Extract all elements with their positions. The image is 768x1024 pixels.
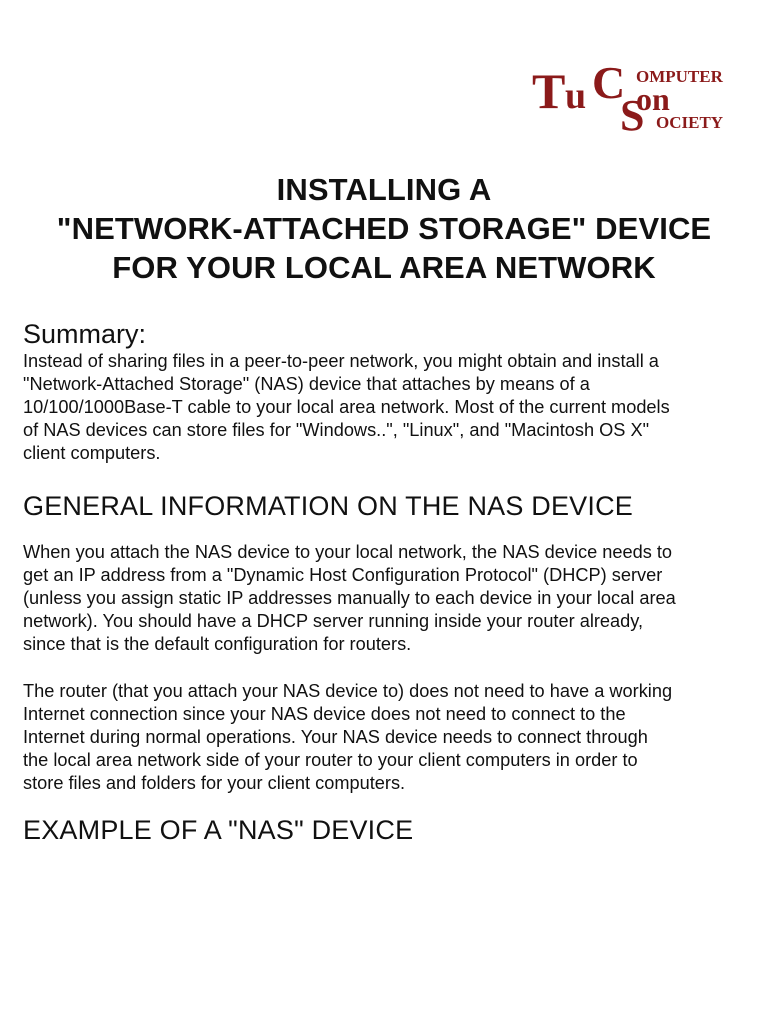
title-line-2: "NETWORK-ATTACHED STORAGE" DEVICE [56,211,712,246]
summary-paragraph: Instead of sharing files in a peer-to-peer network, you might obtain and install a "Network-Attached Storage" (NAS) device that attaches by means of a 10/100/1000Base-T cable to your local area network. Most of the current models of NAS devices can store files for "Windows..", "Linux", and "Macintosh OS X" client computers. [23,351,670,463]
general-information-section [23,490,753,522]
title-line-1: INSTALLING A [276,172,492,207]
logo-letter-u: u [565,75,587,117]
logo-word-omputer: OMPUTER [636,67,723,86]
title-line-3: FOR YOUR LOCAL AREA NETWORK [112,250,656,285]
logo-letters-on: on [636,81,670,117]
summary-heading: Summary: [23,319,147,349]
example-section [23,814,753,846]
logo-word-ociety: OCIETY [656,113,724,132]
general-information-body-2 [23,680,753,795]
logo-letter-s: S [620,91,645,134]
logo-letter-c: C [592,58,626,108]
general-paragraph-2: The router (that you attach your NAS device to) does not need to have a working Internet connection since your NAS device does not need to connect to the Internet during normal operations. Your NAS device needs to connect through the local area network side of your router to your client computers in order to store files and folders for your client computers. [23,681,673,793]
summary-section [23,318,753,465]
example-heading: EXAMPLE OF A "NAS" DEVICE [23,815,414,845]
general-information-heading: GENERAL INFORMATION ON THE NAS DEVICE [23,491,633,521]
general-paragraph-1: When you attach the NAS device to your local network, the NAS device needs to get an IP address from a "Dynamic Host Configuration Protocol" (DHCP) server (unless you assign static IP addresses manually to each device in your local area network). You should have a DHCP server running inside your router already, since that is the default configuration for routers. [23,542,676,654]
tucson-computer-society-logo [532,58,748,134]
logo-letter-t: T [532,63,566,119]
document-title [0,170,768,287]
general-information-body [23,541,753,656]
